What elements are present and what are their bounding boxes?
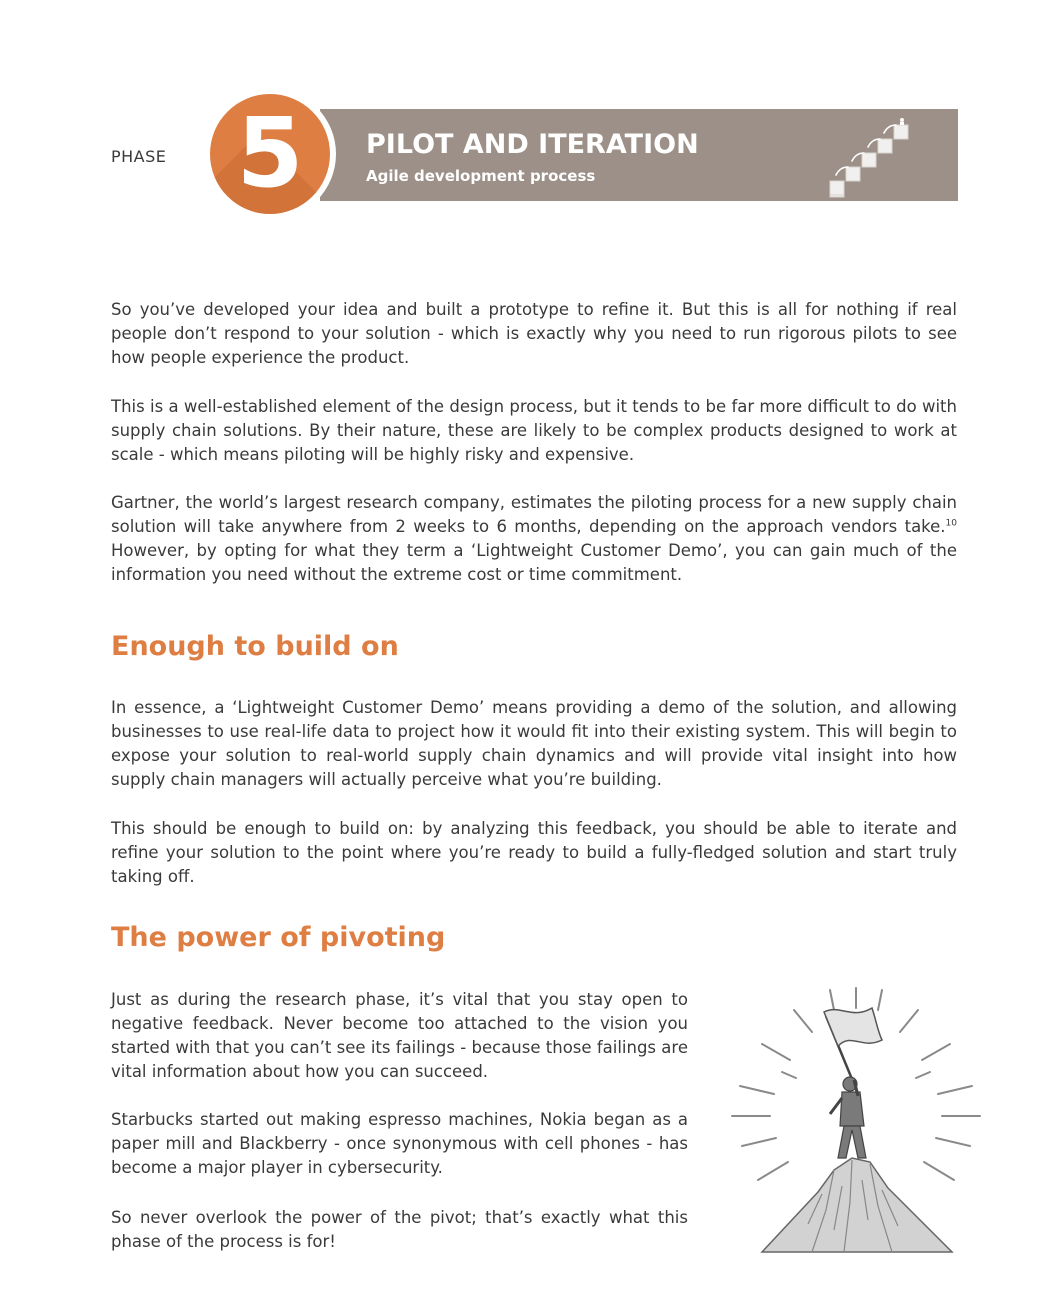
stairs-icon xyxy=(826,115,922,199)
phase-title: PILOT AND ITERATION xyxy=(366,129,699,160)
section1-paragraph-2: This should be enough to build on: by analyzing this feedback, you should be able to iterate and refine your solution to the point where you’re ready to build a fully-fledged solution and start truly taking off. xyxy=(111,819,957,886)
intro-paragraph-3 xyxy=(111,491,957,587)
intro-paragraph-3-text-b: However, by opting for what they term a ‘Lightweight Customer Demo’, you can gain much of the information you need without the extreme cost or time commitment. xyxy=(111,541,957,584)
intro-paragraph-2: This is a well-established element of the design process, but it tends to be far more difficult to do with supply chain solutions. By their nature, these are likely to be complex products designed to work at scale - which means piloting will be highly risky and expensive. xyxy=(111,397,957,464)
phase-number: 5 xyxy=(236,97,304,209)
phase-number-circle xyxy=(210,94,330,214)
section2-paragraph-1: Just as during the research phase, it’s vital that you stay open to negative feedback. Never become too attached to the vision you started with that you can’t see its failings - because those failings are vital information about how you can succeed. xyxy=(111,990,688,1081)
section-heading-enough-to-build-on: Enough to build on xyxy=(111,631,399,662)
phase-label: PHASE xyxy=(111,147,167,166)
section1-paragraph-1: In essence, a ‘Lightweight Customer Demo’ means providing a demo of the solution, and allowing businesses to use real-life data to project how it would fit into their existing system. This will begin to expose your solution to real-world supply chain dynamics and will provide vital insight into how supply chain managers will actually perceive what you’re building. xyxy=(111,698,957,789)
section-heading-power-of-pivoting: The power of pivoting xyxy=(111,922,446,953)
section2-paragraph-2: Starbucks started out making espresso machines, Nokia began as a paper mill and Blackberry - once synonymous with cell phones - has become a major player in cybersecurity. xyxy=(111,1110,688,1177)
mountain-flag-icon xyxy=(722,980,990,1260)
phase-number-badge xyxy=(204,88,336,220)
footnote-marker: 10 xyxy=(945,518,957,529)
phase-banner xyxy=(320,109,958,201)
section2-paragraph-3: So never overlook the power of the pivot; that’s exactly what this phase of the process is for! xyxy=(111,1208,688,1251)
phase-subtitle: Agile development process xyxy=(366,167,596,185)
intro-paragraph-3-text-a: Gartner, the world’s largest research company, estimates the piloting process for a new supply chain solution will take anywhere from 2 weeks to 6 months, depending on the approach vendors take. xyxy=(111,493,957,536)
intro-paragraph-1: So you’ve developed your idea and built a prototype to refine it. But this is all for nothing if real people don’t respond to your solution - which is exactly why you need to run rigorous pilots to see how people experience the product. xyxy=(111,300,957,367)
